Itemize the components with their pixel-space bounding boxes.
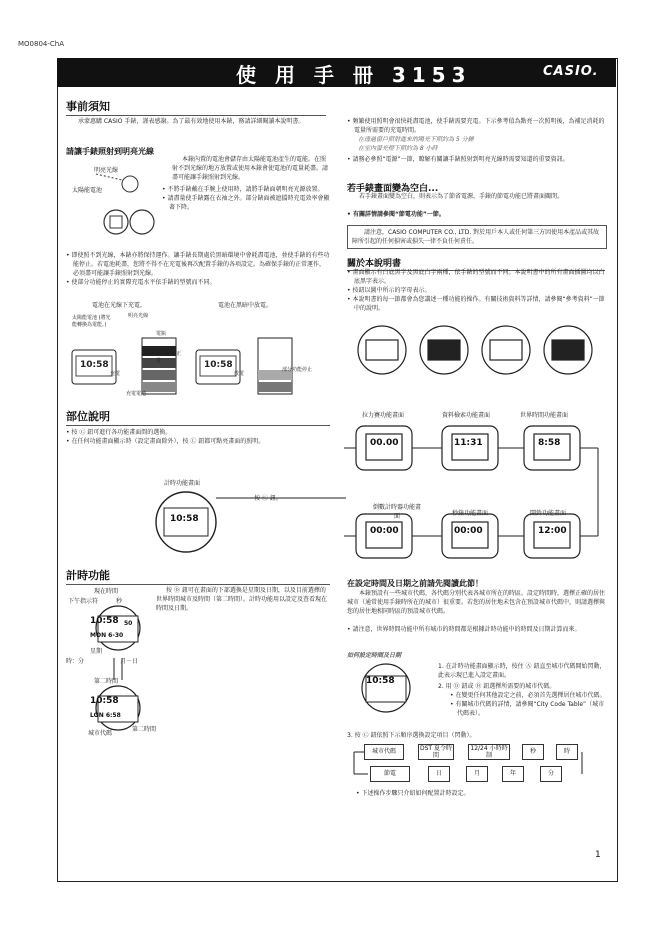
flow-day: 日 [428, 766, 450, 782]
flow-month: 月 [466, 766, 488, 782]
flow-hour: 時 [556, 744, 578, 760]
timekeeping-text: 按 Ⓓ 鈕可在畫面的下部選換是星期及日期，以及目前選擇的世界時間城市及時間（第二時間）。計時功能用以設定及查看現在時間及日期。 [156, 587, 328, 612]
configure-heading: 在設定時間及日期之前請先閱讀此節！ [347, 579, 483, 588]
flow-1224: 12/24 小時時制 [468, 744, 510, 760]
disclaimer-box: 請注意，CASIO COMPUTER CO., LTD. 對於用戶本人或任何第三方因使用本產品或其故障所引起的任何損害或損失一律不負任何責任。 [347, 225, 607, 249]
solar-cell-label: 太陽能電池 [72, 187, 103, 194]
light-usage-bullet: • 頻繁使用照明會很快耗盡電池，使手錶需要充電。下示參考值為點亮一次照明後，為補足消耗的電量所需要的充電時間。 [347, 117, 605, 135]
mode-stopwatch-label: 秒錶功能畫面 [452, 510, 489, 517]
discharge-label: 放電 [234, 371, 245, 377]
flow-power: 節電 [370, 766, 410, 782]
press-c-label: 按 Ⓒ 鈕。 [254, 495, 282, 502]
all-on-label: 所有功能正常 [156, 351, 182, 364]
mode-recall-label: 資料檢索功能畫面 [442, 412, 491, 419]
page-number: 1 [595, 850, 601, 860]
screen-worldtime: 8:58 [538, 438, 561, 448]
light-text: 本錶內置的電池會儲存由太陽能電池產生的電能。在照射不到光線的地方放置或使用本錶會使電池的電量耗盡。請盡可能讓手錶照射到光線。 [172, 156, 329, 181]
about-bullets: • 畫面顯示有白底黑字及黑底白字兩種，依手錶的型號而不同。本說明書中的所有畫面插圖均以白底黑字表示。 • 按鈕以圖中所示的字母表示。 • 本說明書的每一節都會為您講述一種功能的操作。有關技術資料等詳情，請參閱“參考資料”一節中的說明。 [347, 268, 605, 313]
current-time-label: 現在時間 [94, 588, 119, 595]
city-code-label: 城市代碼 [88, 730, 113, 737]
seconds-label: 秒 [116, 598, 123, 605]
second-time-label: 第二時間 [132, 726, 157, 733]
solar-diagram-label: 太陽能電池 (將光能轉換為電能。) [72, 315, 111, 328]
precaution-bullets: • 即使照不到光線，本錶亦將保持運作。讓手錶長期處於黑暗環境中會耗盡電池，並使手錶的有些功能停止。若電池耗盡，您將不得不在充電後再次配置手錶的各項設定。為確保手錶的正常運作，必須盡可能讓手錶照射到光線。 • 使部分功能停止的實際充電水平依手錶的型號而不同。 [66, 251, 330, 287]
light-bullets: • 不將手錶戴在手腕上使用時，請將手錶面朝明亮光源放置。 • 請盡量使手錶露在衣袖之外。部分錶面被遮擋時充電效率會顯著下降。 [162, 185, 330, 212]
flow-sec: 秒 [522, 744, 544, 760]
mode-timekeeping-label: 計時功能畫面 [164, 480, 201, 487]
screen-countdown: 00:00 [370, 526, 399, 536]
blank-heading: 若手錶畫面變為空白... [347, 184, 439, 194]
step-2-bullets: • 在變更任何其他設定之前，必須首先選擇居住城市代碼。 • 有關城市代碼的詳情，請參閱“City Code Table”（城市代碼表）。 [450, 691, 606, 718]
step-2: 2. 用 Ⓓ 鈕或 Ⓑ 鈕選擇所需要的城市代碼。 [438, 683, 556, 690]
step-3: 3. 按 Ⓒ 鈕依照下示順序選換設定項目（閃動）。 [347, 732, 476, 739]
about-heading: 關於本說明書 [347, 256, 605, 271]
flow-city: 城市代碼 [364, 744, 404, 760]
config-watch [352, 660, 422, 720]
blank-bullet: • 有關詳情請參閱“節電功能”一節。 [347, 210, 605, 219]
parts-bullets: • 按 Ⓒ 鈕可進行各功能畫面間的選換。 • 在任何功能畫面顯示時（設定畫面除外），按 Ⓛ 鈕都可點亮畫面的照明。 [66, 428, 336, 446]
page-title: 使 用 手 冊 3153 [236, 63, 472, 87]
day-label: 星期 [90, 648, 103, 655]
diagram-time-left: 10:58 [80, 360, 109, 370]
watch-variants-illustration [352, 322, 612, 380]
mode-worldtime-label: 世界時間功能畫面 [520, 412, 569, 419]
rechargeable-label: 充電電池 [126, 391, 147, 397]
hour-min-label: 時：分 [66, 658, 85, 665]
configure-bullet: • 請注意，世界時間功能中所有城市的時間都是根據計時功能中的時間及日期計算而來。 [347, 625, 605, 634]
battery-label: 電瓶 [156, 331, 167, 337]
casio-logo: CASIO. [543, 64, 599, 79]
light-heading: 請讓手錶照射到明亮光線 [66, 147, 154, 156]
intro-text: 承蒙惠購 CASIO 手錶，謹表感謝。為了最有效地使用本錶，務請詳細閱讀本說明書。 [78, 118, 305, 125]
ref-window: 在透過窗戶照射進來的陽光下照約為 5 分鐘 [358, 136, 474, 143]
screen-stopwatch: 00:00 [454, 526, 483, 536]
flow-year: 年 [502, 766, 524, 782]
some-off-label: 部分功能停止 [282, 367, 313, 373]
second-time-heading: 第二時間 [94, 678, 119, 685]
doc-code: MO0804-ChA [18, 40, 65, 48]
discharge-caption: 電池在黑暗中放電。 [218, 302, 273, 309]
month-day-label: 月－日 [120, 658, 139, 665]
section-title-timekeeping: 計時功能 [66, 567, 330, 585]
tk2-screen-time: 10:58 [90, 696, 119, 706]
config-screen-time: 10:58 [366, 676, 395, 686]
light-diagram-label: 明亮光線 [128, 313, 149, 319]
mode-alarm-label: 鬧鈴功能畫面 [530, 510, 567, 517]
screen-lap: 00.00 [370, 438, 399, 448]
charge-label: 充電 [110, 371, 121, 377]
diagram-time-right: 10:58 [204, 360, 233, 370]
mode-lap-label: 拉力賽功能畫面 [362, 412, 405, 419]
section-title-precaution: 事前須知 [66, 98, 326, 116]
tk2-screen-second: LON 6:58 [90, 712, 121, 719]
charge-caption: 電池在光線下充電。 [92, 302, 147, 309]
mode-countdown-label: 倒數計時器功能畫面 [372, 504, 421, 520]
bright-light-label: 明亮光線 [94, 167, 119, 174]
tk-screen-sec: 50 [124, 620, 133, 627]
screen-alarm: 12:00 [538, 526, 567, 536]
flow-dst: DST 夏令時間 [419, 745, 452, 759]
ref-fluorescent: 在室內螢光燈下照約為 8 小時 [358, 145, 438, 152]
power-bullet: • 請務必參照“電源”一節，瞭解有關讓手錶照射到明亮光線時需要知道的重要資訊。 [347, 155, 605, 164]
blank-text: 若手錶畫面變為空白，則表示為了節省電源，手錶的節電功能已將畫面關閉。 [359, 193, 564, 200]
step-1: 1. 在計時功能畫面顯示時，按住 Ⓐ 鈕直至城市代碼開始閃動，此表示現已進入設定畫面。 [438, 663, 606, 679]
section-title-parts: 部位說明 [66, 408, 330, 426]
screen-timekeeping: 10:58 [170, 514, 199, 524]
tk-screen-date: MON 6-30 [90, 632, 124, 639]
flow-min: 分 [540, 766, 562, 782]
watch-light-illustration [66, 162, 156, 242]
pm-indicator-label: 下午指示符 [68, 598, 99, 605]
configure-text: 本錶預設有一些城市代碼，各代碼分別代表各城市所在的時區。設定時間時，選擇正確的居住城市（通常使用手錶時所在的城市）很重要。若您的居住地未包含在預設城市代碼中，則請選擇與您的居住地相同時區的預設城市代碼。 [347, 590, 606, 615]
last-bullet: • 下述操作步驟只介紹如何配置計時設定。 [356, 789, 606, 798]
screen-recall: 11:31 [454, 438, 483, 448]
tk-screen-time: 10:58 [90, 616, 119, 626]
how-to-heading: 如何設定時間及日期 [347, 652, 402, 659]
